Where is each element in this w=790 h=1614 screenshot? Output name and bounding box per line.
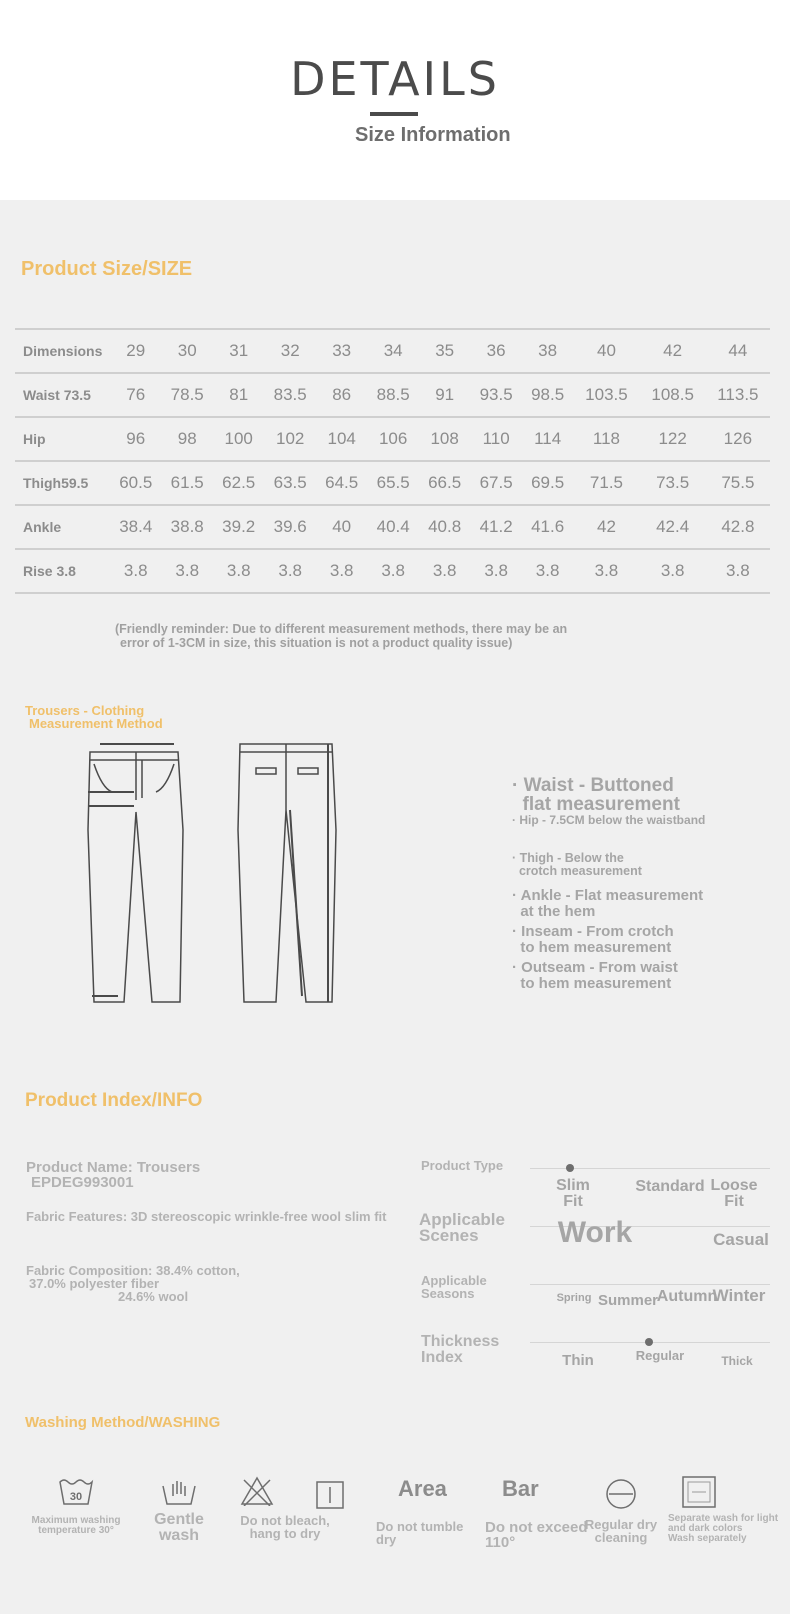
table-cell: 41.6 (522, 505, 573, 549)
table-cell: 118 (573, 417, 639, 461)
row-label: Dimensions (15, 329, 110, 373)
page-title: DETAILS (290, 52, 500, 106)
table-cell: 63.5 (264, 461, 315, 505)
table-cell: 102 (264, 417, 315, 461)
svg-text:30: 30 (69, 1491, 83, 1503)
table-cell: 39.2 (213, 505, 264, 549)
table-cell: 66.5 (419, 461, 470, 505)
option-thick: Thick (721, 1354, 753, 1368)
separate-wash-icon (682, 1476, 716, 1508)
option-thin: Thin (562, 1352, 594, 1369)
option-summer: Summer (597, 1292, 659, 1309)
table-cell: 81 (213, 373, 264, 417)
washing-section-title: Washing Method/WASHING (25, 1414, 221, 1431)
table-cell: 36 (470, 329, 521, 373)
option-winter: Winter (712, 1286, 766, 1305)
measurement-title: Trousers - Clothing Measurement Method (25, 703, 163, 731)
table-cell: 40.4 (367, 505, 418, 549)
option-loose-fit: Loose Fit (710, 1177, 758, 1210)
table-cell: 34 (367, 329, 418, 373)
table-cell: 3.8 (640, 549, 706, 593)
note-ankle: · Ankle - Flat measurement at the hem (512, 887, 704, 920)
table-row (15, 461, 770, 505)
seasons-label: Applicable Seasons (421, 1273, 487, 1301)
table-cell: 71.5 (573, 461, 639, 505)
table-cell: 69.5 (522, 461, 573, 505)
product-name: Product Name: Trousers EPDEG993001 (26, 1159, 201, 1191)
table-cell: 44 (706, 329, 770, 373)
table-cell: 83.5 (264, 373, 315, 417)
table-cell: 93.5 (470, 373, 521, 417)
page-subtitle: Size Information (355, 124, 511, 146)
table-cell: 103.5 (573, 373, 639, 417)
table-cell: 67.5 (470, 461, 521, 505)
row-label: Thigh59.5 (15, 461, 110, 505)
wash-item-bleach: Do not bleach, hang to dry (226, 1476, 344, 1540)
table-row (15, 505, 770, 549)
no-bleach-icon (240, 1476, 274, 1506)
table-cell: 3.8 (706, 549, 770, 593)
note-waist: · Waist - Buttoned flat measurement (512, 775, 680, 815)
table-cell: 38.8 (161, 505, 212, 549)
hang-dry-icon (316, 1481, 344, 1509)
table-cell: 42.8 (706, 505, 770, 549)
back-trousers-outline (238, 744, 336, 1002)
trousers-diagram (80, 740, 370, 1040)
table-cell: 61.5 (161, 461, 212, 505)
row-label: Ankle (15, 505, 110, 549)
wash-item-dryclean: Regular dry cleaning (576, 1478, 666, 1544)
table-cell: 38.4 (110, 505, 161, 549)
table-cell: 42 (573, 505, 639, 549)
table-cell: 91 (419, 373, 470, 417)
row-label: Waist 73.5 (15, 373, 110, 417)
table-cell: 122 (640, 417, 706, 461)
table-cell: 40.8 (419, 505, 470, 549)
thickness-indicator (645, 1338, 653, 1346)
table-cell: 78.5 (161, 373, 212, 417)
table-cell: 3.8 (213, 549, 264, 593)
option-work: Work (557, 1216, 633, 1249)
table-cell: 40 (316, 505, 367, 549)
option-casual: Casual (713, 1230, 769, 1249)
table-cell: 30 (161, 329, 212, 373)
note-inseam: · Inseam - From crotch to hem measurement (512, 923, 674, 956)
info-section-title: Product Index/INFO (25, 1090, 203, 1111)
table-cell: 41.2 (470, 505, 521, 549)
table-cell: 106 (367, 417, 418, 461)
table-cell: 65.5 (367, 461, 418, 505)
table-cell: 126 (706, 417, 770, 461)
wash-item-iron: Do not exceed 110° (485, 1519, 588, 1551)
note-outseam: · Outseam - From waist to hem measurement (512, 959, 678, 992)
table-cell: 108 (419, 417, 470, 461)
table-cell: 114 (522, 417, 573, 461)
washtub-30-icon (58, 1478, 94, 1506)
option-slim-fit: Slim Fit (556, 1177, 590, 1210)
table-cell: 113.5 (706, 373, 770, 417)
table-cell: 96 (110, 417, 161, 461)
option-autumn: Autumn (656, 1288, 718, 1305)
table-cell: 29 (110, 329, 161, 373)
size-reminder: (Friendly reminder: Due to different measurement methods, there may be an error of 1-3CM in size, this situation is not a product quality issue) (115, 622, 568, 650)
table-cell: 31 (213, 329, 264, 373)
table-cell: 3.8 (522, 549, 573, 593)
scenes-label: Applicable Scenes (419, 1210, 505, 1245)
table-cell: 3.8 (367, 549, 418, 593)
table-cell: 62.5 (213, 461, 264, 505)
note-thigh: · Thigh - Below the crotch measurement (512, 851, 642, 878)
table-cell: 42 (640, 329, 706, 373)
wash-item-tumble: Do not tumble dry (376, 1519, 464, 1547)
table-cell: 3.8 (316, 549, 367, 593)
table-row (15, 329, 770, 373)
table-cell: 108.5 (640, 373, 706, 417)
seasons-scale (530, 1284, 770, 1285)
table-cell: 3.8 (419, 549, 470, 593)
table-cell: 110 (470, 417, 521, 461)
table-cell: 88.5 (367, 373, 418, 417)
table-cell: 3.8 (161, 549, 212, 593)
table-cell: 73.5 (640, 461, 706, 505)
thickness-label: Thickness Index (421, 1333, 500, 1366)
row-label: Rise 3.8 (15, 549, 110, 593)
dry-clean-icon (605, 1478, 637, 1510)
table-cell: 33 (316, 329, 367, 373)
table-cell: 3.8 (110, 549, 161, 593)
hand-wash-icon (161, 1478, 197, 1506)
option-regular: Regular (635, 1348, 685, 1363)
table-cell: 35 (419, 329, 470, 373)
table-cell: 100 (213, 417, 264, 461)
product-type-label: Product Type (421, 1158, 504, 1173)
table-cell: 98 (161, 417, 212, 461)
table-cell: 3.8 (470, 549, 521, 593)
table-cell: 38 (522, 329, 573, 373)
table-cell: 76 (110, 373, 161, 417)
table-row (15, 373, 770, 417)
iron-temp-icon: Bar (502, 1476, 539, 1501)
no-tumble-dry-icon: Area (398, 1476, 447, 1501)
fabric-features: Fabric Features: 3D stereoscopic wrinkle-free wool slim fit (26, 1209, 387, 1224)
product-type-indicator (566, 1164, 574, 1172)
note-hip: · Hip - 7.5CM below the waistband (512, 813, 706, 827)
option-spring: Spring (556, 1292, 592, 1304)
size-table (15, 328, 770, 594)
table-cell: 86 (316, 373, 367, 417)
size-section-title: Product Size/SIZE (21, 258, 193, 280)
table-cell: 42.4 (640, 505, 706, 549)
table-cell: 60.5 (110, 461, 161, 505)
table-row (15, 417, 770, 461)
table-row (15, 549, 770, 593)
table-cell: 3.8 (573, 549, 639, 593)
hero-banner (0, 0, 790, 200)
wash-item-gentle: Gentle wash (140, 1478, 218, 1544)
table-cell: 64.5 (316, 461, 367, 505)
wash-item-temperature: 30 Maximum washing temperature 30° (24, 1478, 128, 1536)
option-standard: Standard (635, 1178, 705, 1195)
fabric-composition: Fabric Composition: 38.4% cotton, 37.0% polyester fiber 24.6% wool (26, 1263, 240, 1304)
row-label: Hip (15, 417, 110, 461)
wash-item-separate: Separate wash for light and dark colors Wash separately (668, 1476, 788, 1544)
table-cell: 40 (573, 329, 639, 373)
title-underline (370, 112, 418, 116)
table-cell: 104 (316, 417, 367, 461)
table-cell: 32 (264, 329, 315, 373)
table-cell: 75.5 (706, 461, 770, 505)
table-cell: 39.6 (264, 505, 315, 549)
table-cell: 3.8 (264, 549, 315, 593)
table-cell: 98.5 (522, 373, 573, 417)
